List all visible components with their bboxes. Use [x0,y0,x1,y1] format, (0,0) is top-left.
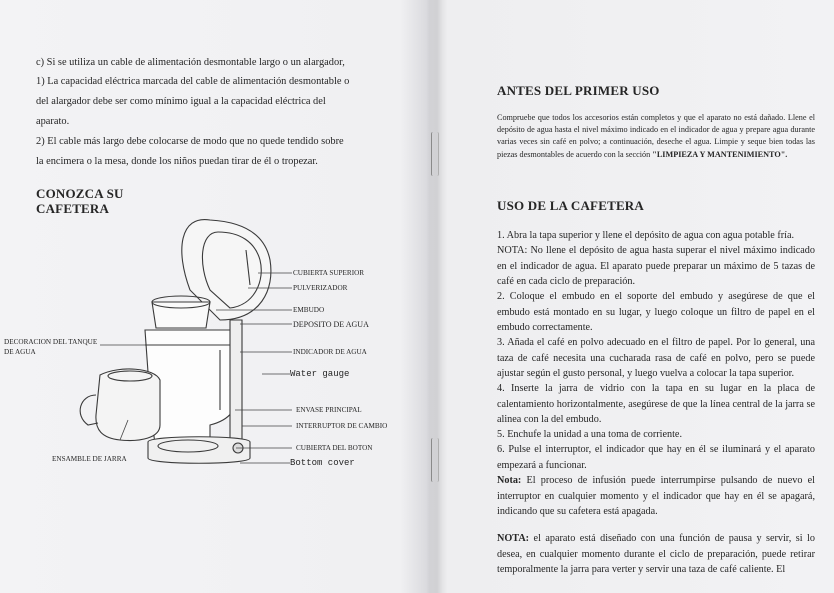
label-cubierta-superior: CUBIERTA SUPERIOR [293,269,365,277]
step-2: 2. Coloque el embudo en el soporte del embudo y asegúrese de que el embudo está montado en su lugar, y luego coloque un filtro de papel en el embudo correctamente. [497,291,815,334]
warning-line-2b: la encimera o la mesa, donde los niños puedan tirar de él o tropezar. [36,156,318,167]
nota-3-body: el aparato está diseñado con una función de pausa y servir, si lo desea, en cualquier momento durante el ciclo de preparación, puede retirar temporalmente la jarra para verter y servir una taza de café caliente. El [497,533,815,576]
step-3: 3. Añada el café en polvo adecuado en el filtro de papel. Por lo general, una taza de café necesita una cucharada rasa de café en polvo, pero se puede ajustar según el gusto personal, y luego vuelva a colocar la tapa superior. [497,337,815,380]
label-water-gauge: Water gauge [290,369,350,379]
step-5: 5. Enchufe la unidad a una toma de corriente. [497,429,682,440]
before-first-use-ref: "LIMPIEZA Y MANTENIMIENTO". [652,149,788,159]
warning-line-1b: del alargador debe ser como mínimo igual a la capacidad eléctrica del [36,96,326,107]
warning-line-1c: aparato. [36,116,70,127]
step-4: 4. Inserte la jarra de vidrio con la tapa en su lugar en la placa de calentamiento horizontalmente, asegúrese de que la línea central de la jarra se alinea con la del embudo. [497,383,815,426]
staple-top [431,132,439,176]
warning-line-2: 2) El cable más largo debe colocarse de modo que no quede tendido sobre [36,136,344,147]
nota-1: NOTA: No llene el depósito de agua hasta superar el nivel máximo indicado en el indicador de agua. El aparato puede preparar un máximo de 5 tazas de café en cada ciclo de preparación. [497,245,815,288]
label-interruptor: INTERRUPTOR DE CAMBIO [296,422,388,430]
label-bottom-cover: Bottom cover [290,458,355,468]
before-first-use-text [497,112,815,161]
label-embudo: EMBUDO [293,306,325,314]
nota-3 [497,531,815,578]
before-first-use-body: Compruebe que todos los accesorios están completos y que el aparato no está dañado. Llene el depósito de agua hasta el nivel máximo indicado en el indicador de agua y prepare agua durante varias veces sin café en polvo; a continuación, deseche el agua. Limpie y seque bien todas las piezas desmontables de acuerdo con la sección [497,113,815,159]
label-decoracion-1: DECORACION DEL TANQUE [4,338,98,346]
nota-2 [497,473,815,520]
label-deposito: DEPOSITO DE AGUA [293,320,369,329]
label-indicador: INDICADOR DE AGUA [293,348,367,356]
label-decoracion-2: DE AGUA [4,348,36,356]
section-heading-know: CONOZCA SU [36,186,124,201]
label-cubierta-boton: CUBIERTA DEL BOTON [296,444,373,452]
step-1: 1. Abra la tapa superior y llene el depósito de agua con agua potable fría. [497,230,795,241]
right-page [440,0,834,593]
nota-3-label: NOTA: [497,533,530,544]
label-envase: ENVASE PRINCIPAL [296,406,362,414]
nota-2-body: El proceso de infusión puede interrumpirse pulsando de nuevo el interruptor en cualquier momento y el indicador que hay en él se apagará, indicando que su cafetera está apagada. [497,475,815,518]
warning-line-c: c) Si se utiliza un cable de alimentación desmontable largo o un alargador, [36,57,345,68]
heading-antes-del-primer-uso: ANTES DEL PRIMER USO [497,83,660,98]
nota-2-label: Nota: [497,475,522,486]
warning-line-1: 1) La capacidad eléctrica marcada del cable de alimentación desmontable o [36,76,350,87]
label-pulverizador: PULVERIZADOR [293,284,348,292]
label-ensamble-jarra: ENSAMBLE DE JARRA [52,455,127,463]
section-heading-know-2: CAFETERA [36,201,110,216]
step-6: 6. Pulse el interruptor, el indicador que hay en él se iluminará y el aparato empezará a funcionar. [497,444,815,471]
staple-bottom [431,438,439,482]
heading-uso-de-la-cafetera: USO DE LA CAFETERA [497,198,644,213]
